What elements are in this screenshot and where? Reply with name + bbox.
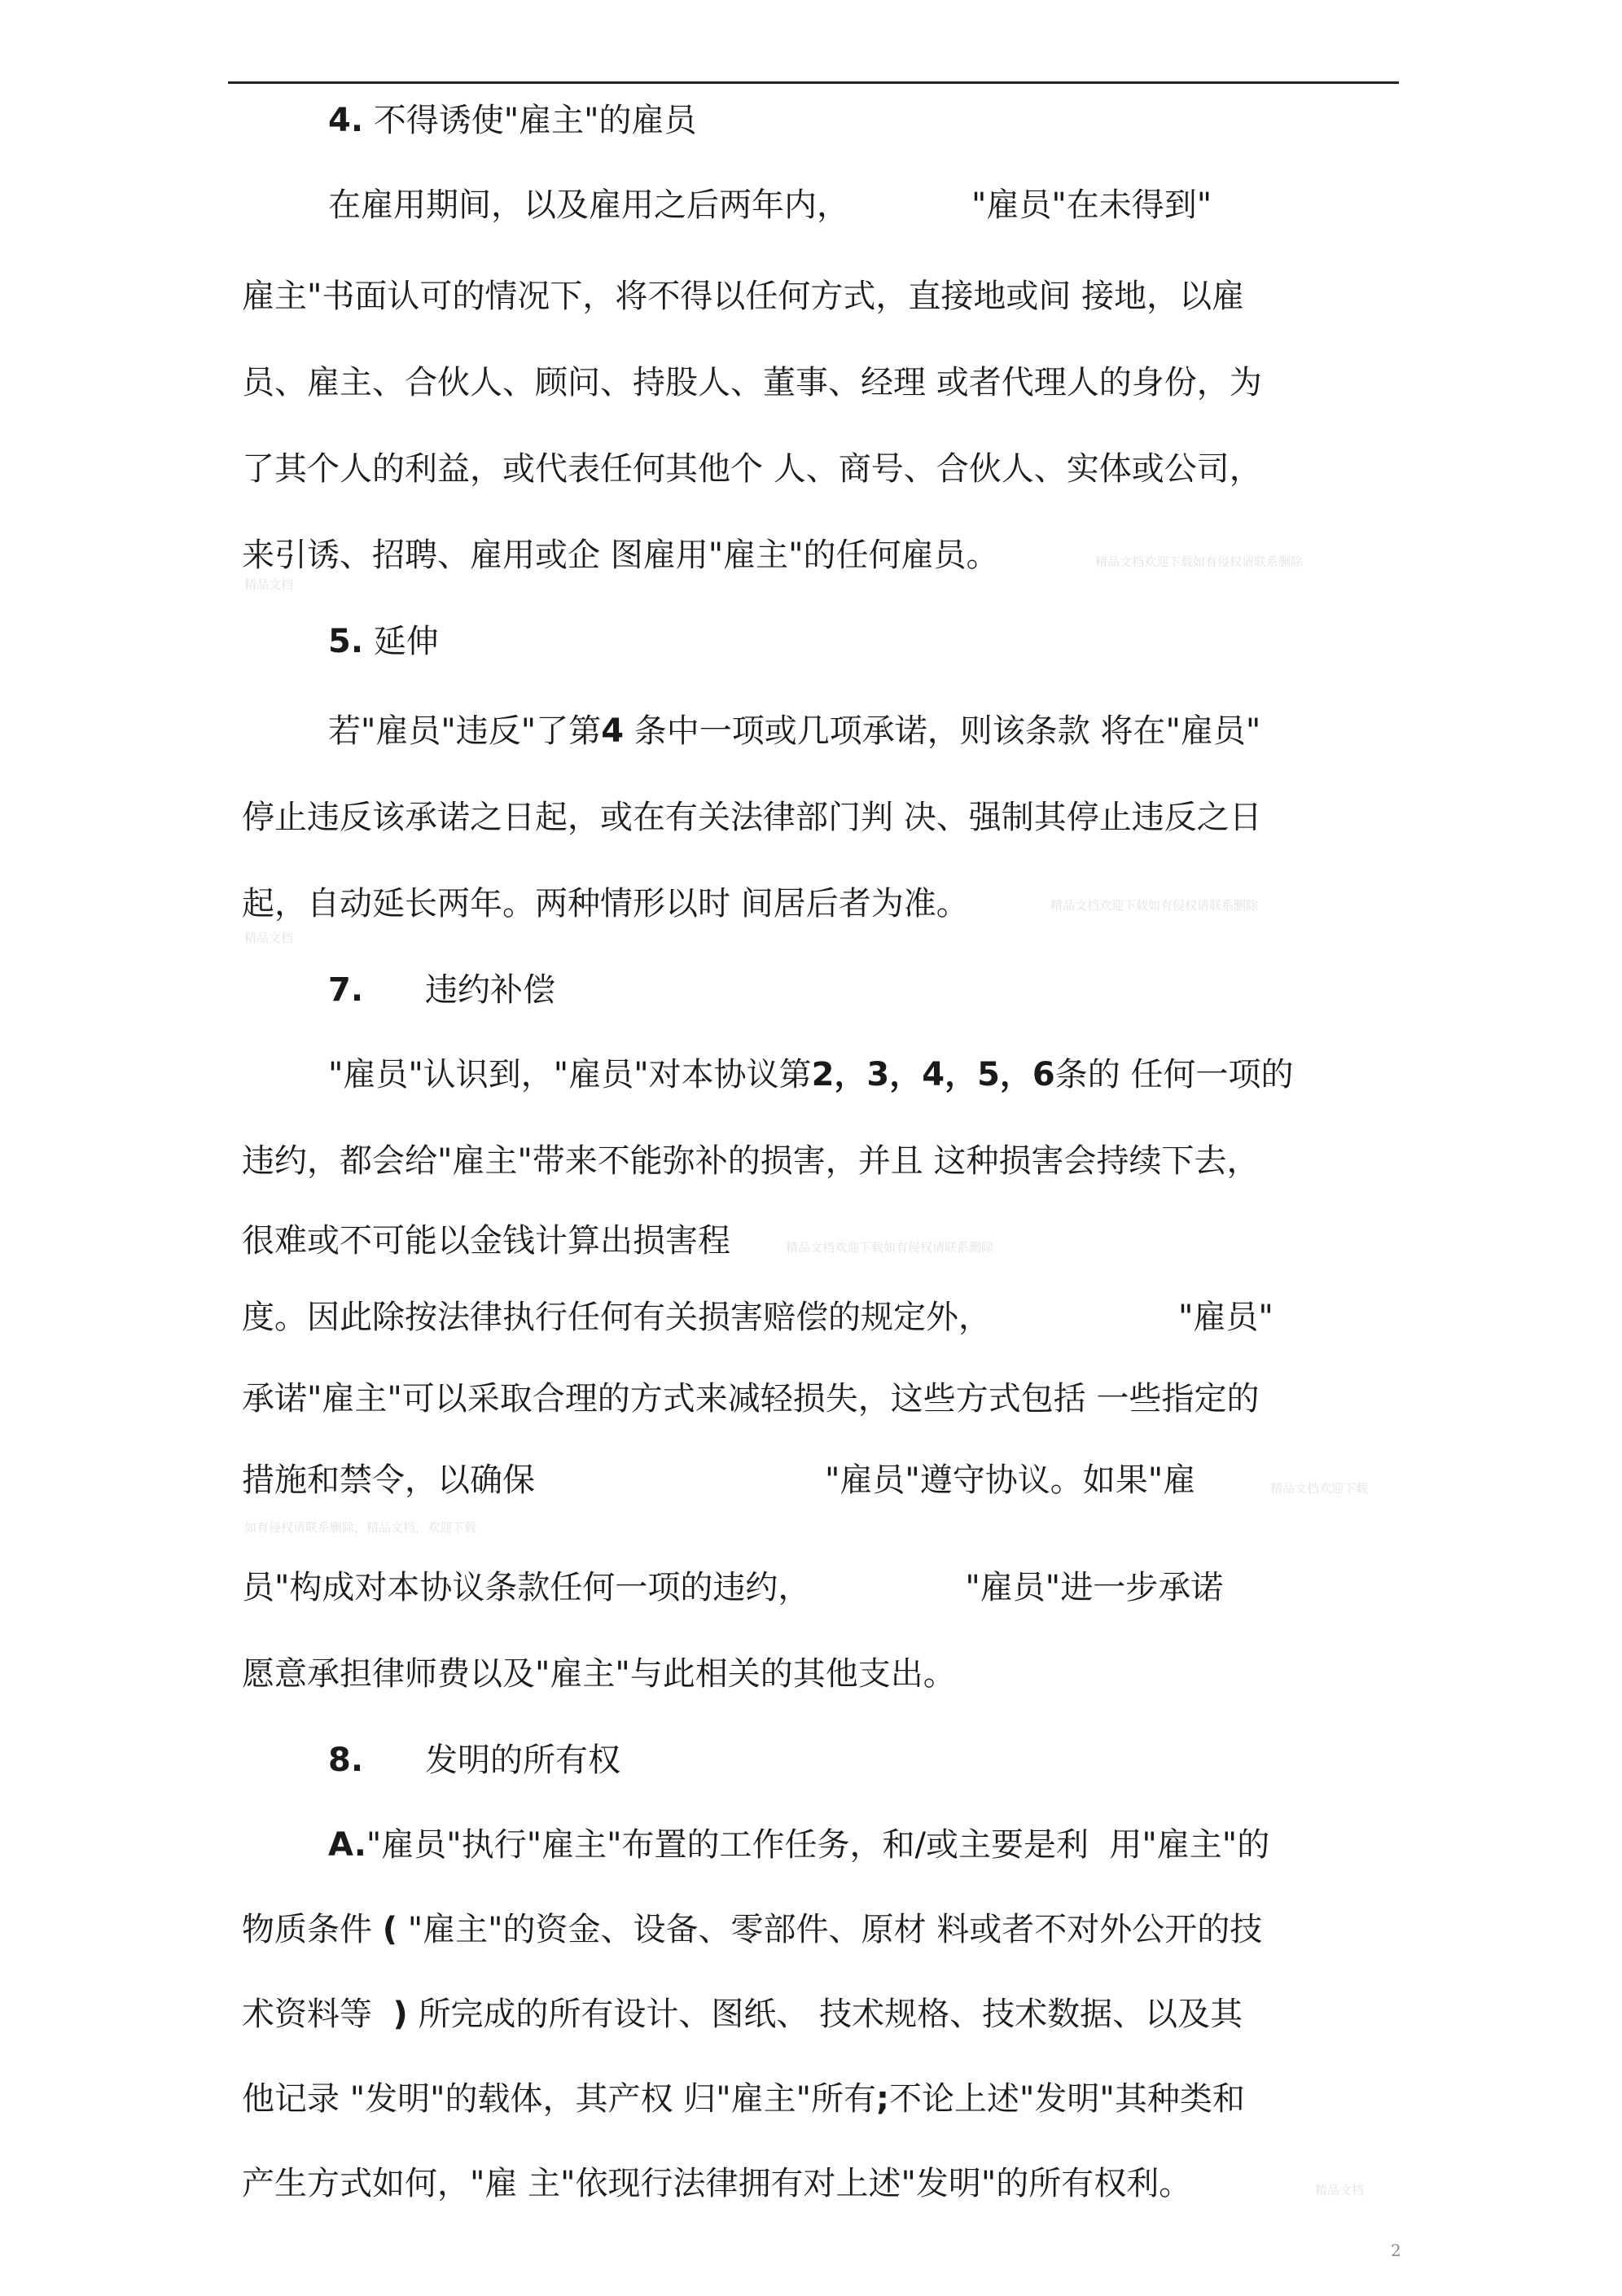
section-number: 8. (328, 1742, 364, 1779)
section-7-line-3: 很难或不可能以金钱计算出损害程 (242, 1222, 730, 1260)
page-number: 2 (1391, 2241, 1401, 2260)
section-5-line-1: 若"雇员"违反"了第4 条中一项或几项承诺，则该条款 将在"雇员" (328, 712, 1261, 750)
section-4-heading (328, 98, 697, 143)
section-number: 5. (328, 623, 364, 660)
section-number: 4. (328, 102, 364, 139)
section-4-line-4: 了其个人的利益，或代表任何其他个 人、商号、合伙人、实体或公司， (242, 450, 1262, 488)
section-title: 不得诱使"雇主"的雇员 (373, 102, 697, 139)
watermark-text: 如有侵权请联系删除，精品文档，欢迎下载 (244, 1520, 477, 1535)
watermark-text: 精品文档 (244, 931, 294, 945)
section-8-line-3: 术资料等 ) 所完成的所有设计、图纸、 技术规格、技术数据、以及其 (242, 1996, 1243, 2033)
section-4-line-5: 来引诱、招聘、雇用或企 图雇用"雇主"的任何雇员。 (242, 537, 999, 574)
section-5-line-2: 停止违反该承诺之日起，或在有关法律部门判 决、强制其停止违反之日 (242, 799, 1262, 836)
header-rule (228, 81, 1399, 84)
section-8-line-2: 物质条件 ( "雇主"的资金、设备、零部件、原材 料或者不对外公开的技 (242, 1911, 1263, 1948)
section-title: 延伸 (373, 623, 439, 660)
section-7-heading (328, 967, 555, 1013)
section-7-line-8: 愿意承担律师费以及"雇主"与此相关的其他支出。 (242, 1655, 956, 1693)
section-8-line-1: A."雇员"执行"雇主"布置的工作任务，和/或主要是利 用"雇主"的 (328, 1826, 1270, 1864)
section-4-line-3: 员、雇主、合伙人、顾问、持股人、董事、经理 或者代理人的身份，为 (242, 364, 1262, 401)
section-8-line-4: 他记录 "发明"的载体，其产权 归"雇主"所有;不论上述"发明"其种类和 (242, 2080, 1245, 2118)
section-5-heading (328, 619, 439, 664)
section-7-line-4: 度。因此除按法律执行任何有关损害赔偿的规定外， "雇员" (242, 1299, 1273, 1336)
watermark-text: 精品文档欢迎下载 (1270, 1481, 1369, 1496)
watermark-text: 精品文档欢迎下载如有侵权请联系删除 (786, 1240, 994, 1255)
section-title: 违约补偿 (425, 971, 556, 1009)
watermark-text: 精品文档 (1315, 2183, 1365, 2197)
section-7-line-6: 措施和禁令，以确保 "雇员"遵守协议。如果"雇 (242, 1461, 1196, 1499)
watermark-text: 精品文档欢迎下载如有侵权请联系删除 (1050, 898, 1259, 913)
section-4-line-2: 雇主"书面认可的情况下，将不得以任何方式，直接地或间 接地，以雇 (242, 278, 1245, 315)
section-7-line-1: "雇员"认识到，"雇员"对本协议第2，3，4，5，6条的 任何一项的 (328, 1056, 1294, 1093)
section-7-line-2: 违约，都会给"雇主"带来不能弥补的损害，并且 这种损害会持续下去， (242, 1142, 1260, 1180)
section-8-heading (328, 1737, 620, 1783)
section-5-line-3: 起，自动延长两年。两种情形以时 间居后者为准。 (242, 885, 969, 922)
section-title: 发明的所有权 (425, 1742, 621, 1779)
section-number: 7. (328, 971, 364, 1009)
section-7-line-5: 承诺"雇主"可以采取合理的方式来减轻损失，这些方式包括 一些指定的 (242, 1380, 1260, 1417)
section-7-line-7: 员"构成对本协议条款任何一项的违约， "雇员"进一步承诺 (242, 1569, 1224, 1606)
section-4-line-1: 在雇用期间，以及雇用之后两年内， "雇员"在未得到" (328, 186, 1212, 224)
watermark-text: 精品文档欢迎下载如有侵权请联系删除 (1095, 554, 1304, 569)
section-8-line-5: 产生方式如何，"雇 主"依现行法律拥有对上述"发明"的所有权利。 (242, 2165, 1192, 2202)
watermark-text: 精品文档 (244, 577, 294, 592)
